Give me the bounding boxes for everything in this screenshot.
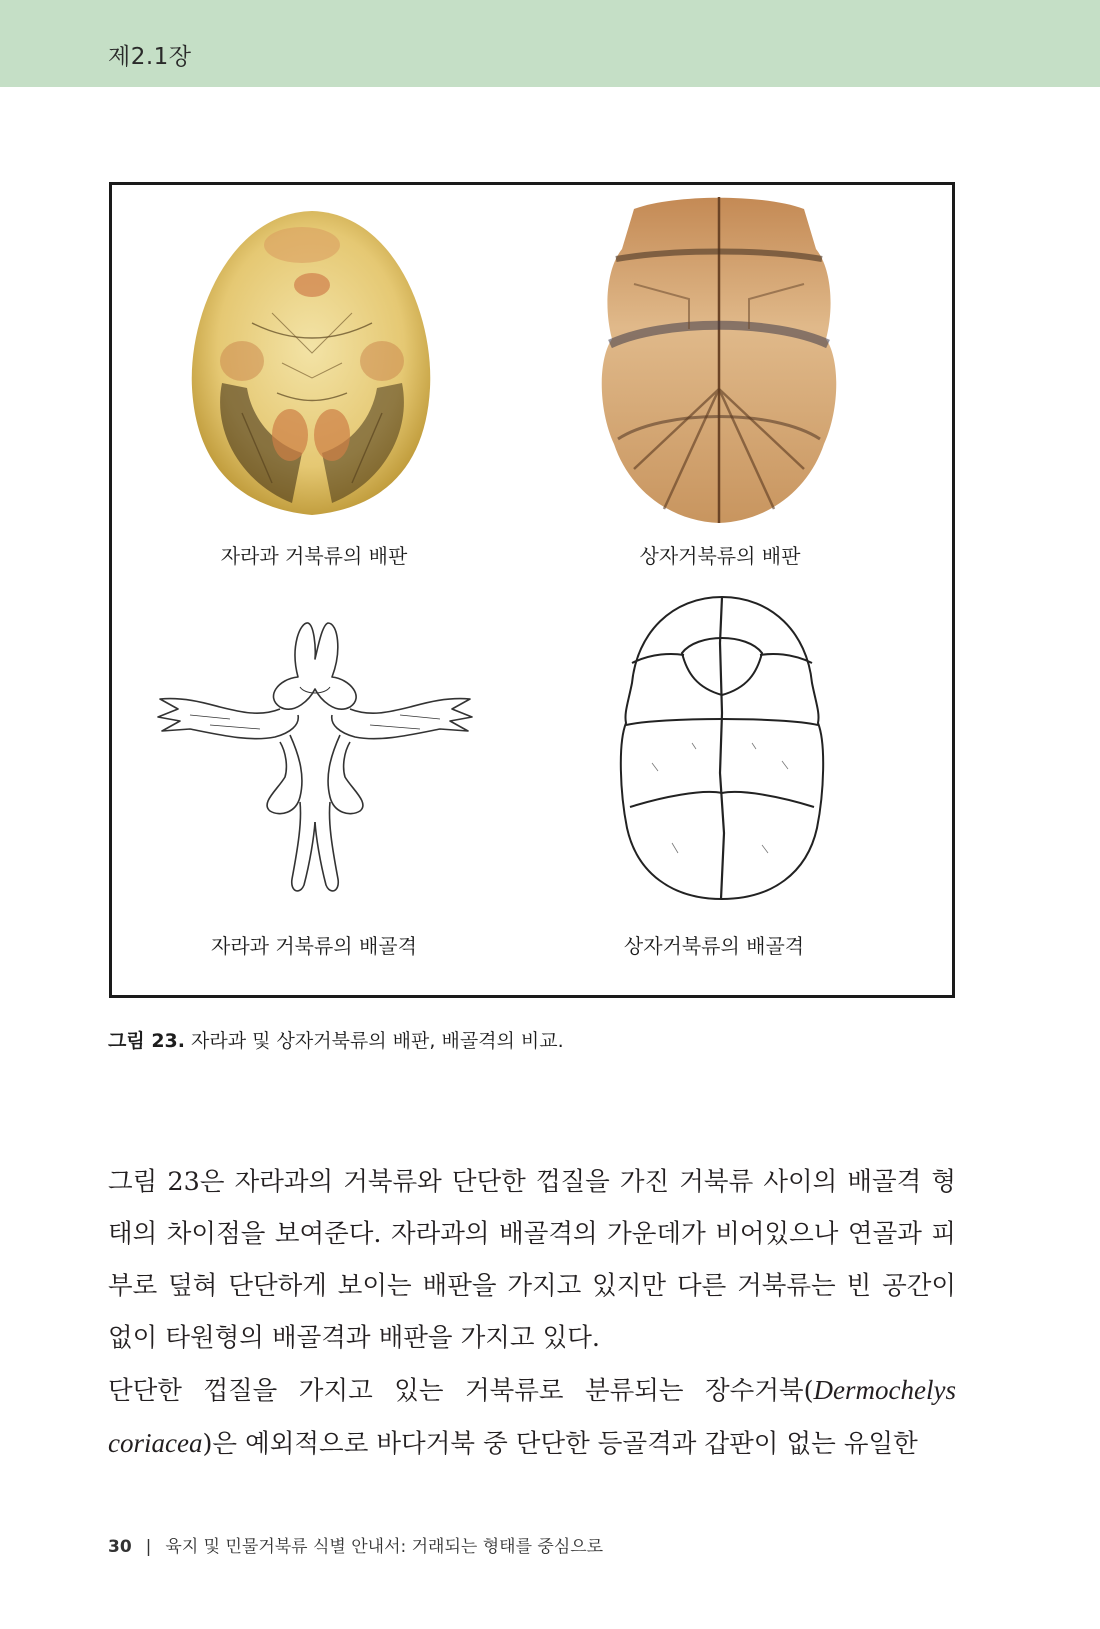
caption-softshell-skeleton: 자라과 거북류의 배골격 bbox=[211, 934, 417, 958]
box-turtle-plastron-image bbox=[594, 189, 844, 529]
figure-number: 그림 23. bbox=[108, 1030, 185, 1052]
paragraph-2-start: 단단한 껍질을 가지고 있는 거북류로 분류되는 장수거북( bbox=[108, 1376, 814, 1406]
footer-title: 육지 및 민물거북류 식별 안내서: 거래되는 형태를 중심으로 bbox=[165, 1537, 604, 1557]
paragraph-2 bbox=[108, 1364, 956, 1470]
box-turtle-skeleton-drawing bbox=[612, 593, 832, 903]
chapter-label: 제2.1장 bbox=[108, 44, 192, 70]
figure-caption-text: 자라과 및 상자거북류의 배판, 배골격의 비교. bbox=[184, 1030, 564, 1052]
scientific-name: Dermochelys coriacea bbox=[108, 1375, 956, 1458]
caption-box-turtle-skeleton: 상자거북류의 배골격 bbox=[623, 934, 805, 958]
caption-box-turtle-plastron: 상자거북류의 배판 bbox=[639, 544, 801, 568]
page-number: 30 bbox=[108, 1537, 132, 1557]
caption-softshell-plastron: 자라과 거북류의 배판 bbox=[220, 544, 408, 568]
footer-separator: | bbox=[145, 1537, 152, 1557]
paragraph-2-end: )은 예외적으로 바다거북 중 단단한 등골격과 갑판이 없는 유일한 bbox=[202, 1429, 918, 1459]
figure-caption bbox=[108, 1026, 564, 1053]
softshell-skeleton-drawing bbox=[150, 617, 480, 902]
figure-frame bbox=[109, 182, 955, 998]
paragraph-1: 그림 23은 자라과의 거북류와 단단한 껍질을 가진 거북류 사이의 배골격 형태의 차이점을 보여준다. 자라과의 배골격의 가운데가 비어있으나 연골과 피부로 덮혀 단단하게 보이는 배판을 가지고 있지만 다른 거북류는 빈 공간이 없이 타원형의 배골격과 배판을 가지고 있다. bbox=[108, 1167, 956, 1353]
softshell-plastron-image bbox=[182, 203, 442, 523]
body-text bbox=[108, 1156, 956, 1470]
page-footer bbox=[108, 1532, 603, 1557]
